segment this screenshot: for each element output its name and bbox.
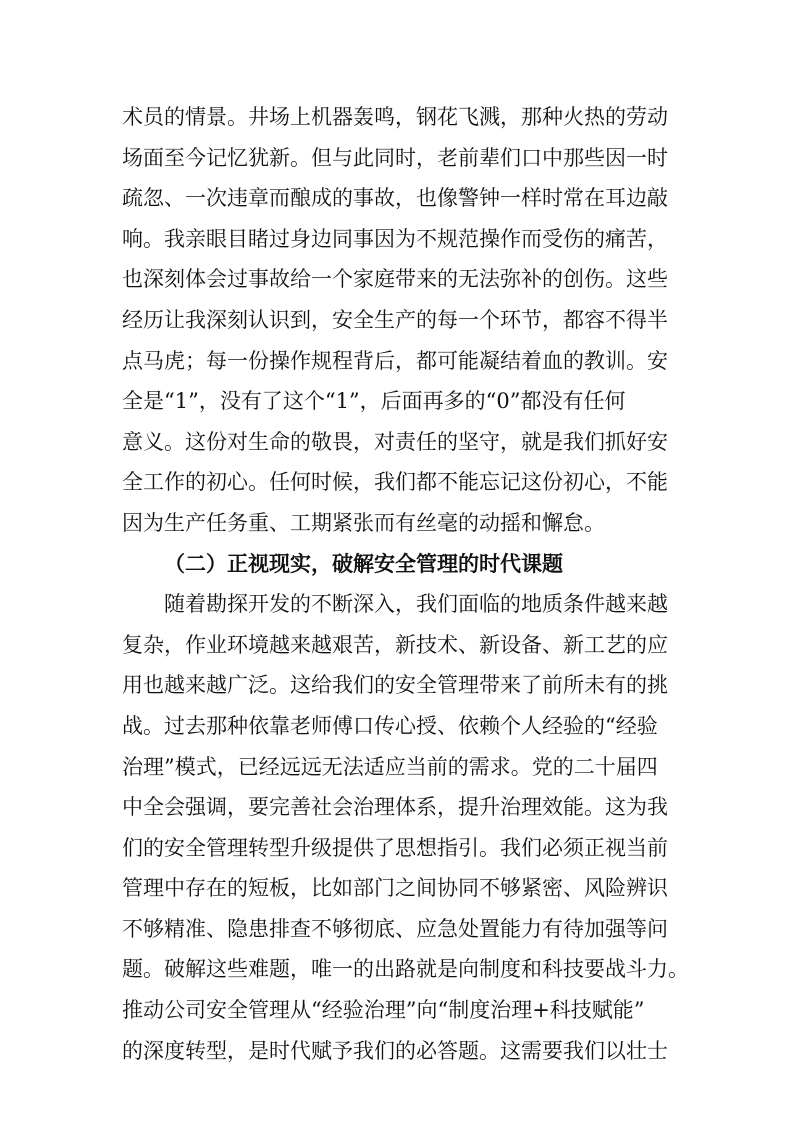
- paragraph-line: 意义。这份对生命的敬畏，对责任的坚守，就是我们抓好安: [122, 429, 668, 454]
- paragraph-line: 点马虎；每一份操作规程背后，都可能凝结着血的教训。安: [122, 348, 668, 373]
- paragraph-line: 疏忽、一次违章而酿成的事故，也像警钟一样时常在耳边敲: [122, 186, 668, 211]
- paragraph-line: 用也越来越广泛。这给我们的安全管理带来了前所未有的挑: [122, 673, 668, 698]
- paragraph-line: 全是“1”，没有了这个“1”，后面再多的“0”都没有任何: [122, 389, 626, 414]
- paragraph-line: 也深刻体会过事故给一个家庭带来的无法弥补的创伤。这些: [122, 267, 668, 292]
- paragraph-line: 全工作的初心。任何时候，我们都不能忘记这份初心，不能: [122, 470, 668, 495]
- body-text: [122, 97, 689, 1071]
- paragraph-line: 场面至今记忆犹新。但与此同时，老前辈们口中那些因一时: [122, 145, 668, 170]
- paragraph-line: 中全会强调，要完善社会治理体系，提升治理效能。这为我: [122, 795, 668, 820]
- paragraph-line: 因为生产任务重、工期紧张而有丝毫的动摇和懈怠。: [122, 510, 605, 535]
- paragraph-line: 复杂，作业环境越来越艰苦，新技术、新设备、新工艺的应: [122, 632, 668, 657]
- paragraph-line: 战。过去那种依靠老师傅口传心授、依赖个人经验的“经验: [122, 713, 658, 738]
- paragraph-line: 术员的情景。井场上机器轰鸣，钢花飞溅，那种火热的劳动: [122, 105, 668, 129]
- paragraph-line: 们的安全管理转型升级提供了思想指引。我们必须正视当前: [122, 835, 668, 860]
- paragraph-line: 推动公司安全管理从“经验治理”向“制度治理+科技赋能”: [122, 998, 645, 1023]
- paragraph-line: 治理”模式，已经远远无法适应当前的需求。党的二十届四: [122, 754, 658, 779]
- paragraph-line: 响。我亲眼目睹过身边同事因为不规范操作而受伤的痛苦，: [122, 226, 668, 251]
- section-heading: （二）正视现实，破解安全管理的时代课题: [164, 550, 563, 576]
- paragraph-line: 不够精准、隐患排查不够彻底、应急处置能力有待加强等问: [122, 916, 668, 941]
- paragraph-line: 管理中存在的短板，比如部门之间协同不够紧密、风险辨识: [122, 876, 668, 901]
- paragraph-line: 随着勘探开发的不断深入，我们面临的地质条件越来越: [164, 592, 668, 617]
- paragraph-line: 题。破解这些难题，唯一的出路就是向制度和科技要战斗力。: [122, 957, 689, 982]
- paragraph-line: 经历让我深刻认识到，安全生产的每一个环节，都容不得半: [122, 307, 668, 332]
- paragraph-line: 的深度转型，是时代赋予我们的必答题。这需要我们以壮士: [122, 1038, 668, 1063]
